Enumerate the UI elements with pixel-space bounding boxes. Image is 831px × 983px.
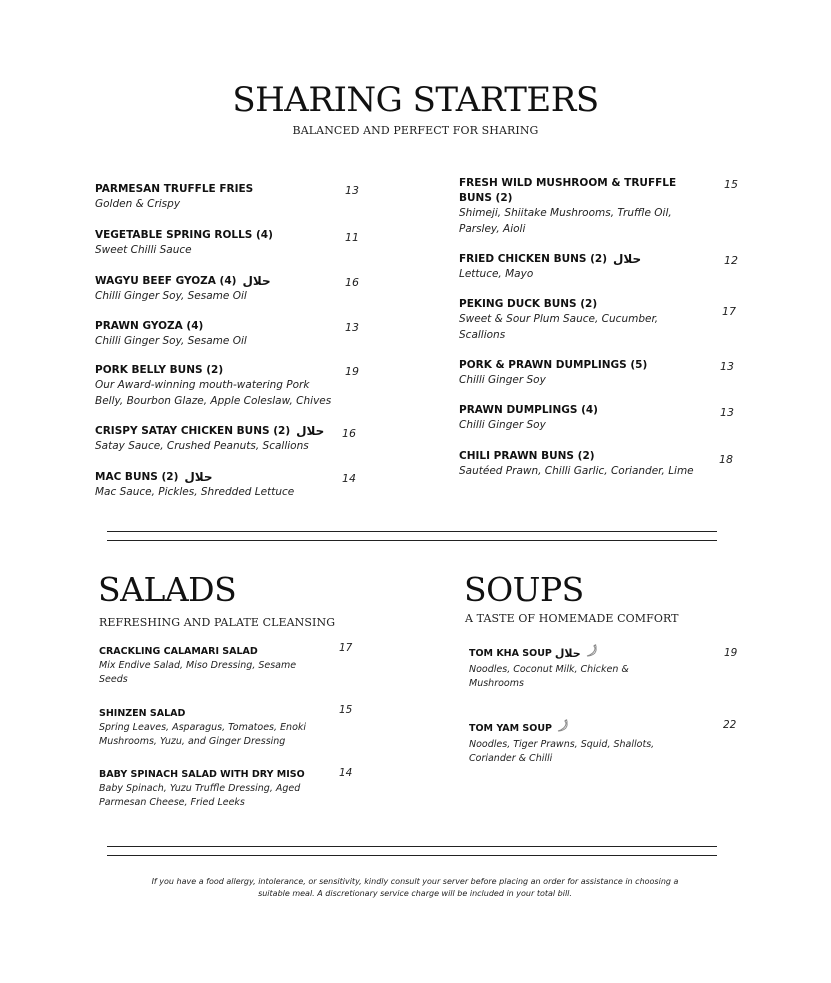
- item-price: 13: [720, 406, 734, 419]
- item-price: 16: [345, 276, 359, 289]
- item-desc: Chilli Ginger Soy: [459, 374, 546, 386]
- item-name: CRISPY SATAY CHICKEN BUNS (2): [95, 425, 291, 437]
- item-desc: Chilli Ginger Soy, Sesame Oil: [95, 335, 247, 347]
- item-name: PRAWN DUMPLINGS (4): [459, 404, 598, 416]
- item-price: 16: [342, 427, 356, 440]
- item-name: PEKING DUCK BUNS (2): [459, 298, 598, 310]
- salads-title: SALADS: [98, 570, 237, 609]
- item-desc: Mac Sauce, Pickles, Shredded Lettuce: [95, 486, 295, 498]
- menu-item: [99, 645, 314, 687]
- menu-item: [469, 719, 679, 766]
- item-name: PARMESAN TRUFFLE FRIES: [95, 183, 254, 195]
- item-desc: Shimeji, Shiitake Mushrooms, Truffle Oil, Parsley, Aioli: [459, 207, 672, 235]
- page-subtitle: BALANCED AND PERFECT FOR SHARING: [292, 124, 539, 137]
- item-price: 17: [722, 305, 736, 318]
- menu-item: [99, 707, 324, 749]
- menu-item: [459, 176, 694, 237]
- item-price: 12: [724, 254, 738, 267]
- item-desc: Satay Sauce, Crushed Peanuts, Scallions: [95, 440, 309, 452]
- divider: [107, 531, 717, 532]
- item-desc: Sweet & Sour Plum Sauce, Cucumber, Scallions: [459, 313, 659, 341]
- item-desc: Chilli Ginger Soy, Sesame Oil: [95, 290, 247, 302]
- item-name: FRIED CHICKEN BUNS (2): [459, 253, 608, 265]
- item-price: 19: [724, 647, 738, 659]
- item-price: 13: [345, 184, 359, 197]
- halal-icon: حلال: [296, 424, 325, 438]
- item-desc: Noodles, Tiger Prawns, Squid, Shallots, Coriander & Chilli: [469, 739, 655, 764]
- allergy-note: If you have a food allergy, intolerance, or sensitivity, kindly consult your server before placing an order for assistance in choosing a suitable meal. A discretionary service charge will be included in your total bill.: [151, 877, 679, 898]
- item-price: 19: [345, 365, 359, 378]
- chili-icon: [585, 644, 599, 663]
- menu-item: [95, 274, 335, 305]
- item-name: FRESH WILD MUSHROOM & TRUFFLE BUNS (2): [459, 177, 677, 204]
- item-name: CRACKLING CALAMARI SALAD: [99, 646, 258, 657]
- chili-icon: [556, 719, 570, 738]
- menu-item: [95, 470, 335, 501]
- item-desc: Chilli Ginger Soy: [459, 419, 546, 431]
- item-name: BABY SPINACH SALAD WITH DRY MISO: [99, 769, 305, 780]
- menu-item: [95, 228, 335, 259]
- item-name: SHINZEN SALAD: [99, 708, 186, 719]
- item-desc: Sautéed Prawn, Chilli Garlic, Coriander, Lime: [459, 465, 694, 477]
- item-desc: Mix Endive Salad, Miso Dressing, Sesame Seeds: [99, 660, 297, 685]
- menu-item: [95, 424, 340, 455]
- item-name: PORK BELLY BUNS (2): [95, 364, 224, 376]
- menu-item: [459, 358, 699, 389]
- item-name: MAC BUNS (2): [95, 471, 179, 483]
- soups-title: SOUPS: [464, 570, 584, 609]
- item-price: 15: [339, 704, 353, 716]
- item-price: 14: [339, 767, 353, 779]
- divider: [107, 846, 717, 847]
- item-name: CHILI PRAWN BUNS (2): [459, 450, 595, 462]
- halal-icon: حلال: [554, 647, 581, 660]
- item-desc: Golden & Crispy: [95, 198, 181, 210]
- item-price: 15: [724, 178, 738, 191]
- item-price: 13: [720, 360, 734, 373]
- halal-icon: حلال: [184, 470, 213, 484]
- item-desc: Sweet Chilli Sauce: [95, 244, 192, 256]
- item-name: VEGETABLE SPRING ROLLS (4): [95, 229, 273, 241]
- menu-item: [459, 403, 699, 434]
- item-name: TOM YAM SOUP: [469, 723, 552, 734]
- item-name: PORK & PRAWN DUMPLINGS (5): [459, 359, 648, 371]
- item-price: 14: [342, 472, 356, 485]
- item-desc: Noodles, Coconut Milk, Chicken & Mushrooms: [469, 664, 629, 689]
- menu-item: [95, 363, 340, 409]
- item-price: 17: [339, 642, 353, 654]
- menu-item: [459, 449, 709, 480]
- item-price: 13: [345, 321, 359, 334]
- menu-item: [99, 768, 324, 810]
- menu-item: [459, 297, 689, 343]
- soups-subtitle: A TASTE OF HOMEMADE COMFORT: [465, 612, 679, 625]
- item-desc: Baby Spinach, Yuzu Truffle Dressing, Aged Parmesan Cheese, Fried Leeks: [99, 783, 301, 808]
- item-desc: Lettuce, Mayo: [459, 268, 534, 280]
- item-name: TOM KHA SOUP: [469, 648, 552, 659]
- page-title: SHARING STARTERS: [232, 80, 599, 120]
- menu-item: [95, 182, 335, 213]
- halal-icon: حلال: [242, 274, 271, 288]
- item-name: PRAWN GYOZA (4): [95, 320, 204, 332]
- menu-item: [459, 252, 699, 283]
- salads-subtitle: REFRESHING AND PALATE CLEANSING: [99, 616, 336, 629]
- divider: [107, 540, 717, 541]
- menu-item: [469, 644, 679, 691]
- item-price: 22: [723, 719, 737, 731]
- halal-icon: حلال: [613, 252, 642, 266]
- item-desc: Spring Leaves, Asparagus, Tomatoes, Enoki Mushrooms, Yuzu, and Ginger Dressing: [99, 722, 307, 747]
- item-price: 18: [719, 453, 733, 466]
- item-price: 11: [345, 231, 359, 244]
- item-name: WAGYU BEEF GYOZA (4): [95, 275, 237, 287]
- menu-item: [95, 319, 335, 350]
- item-desc: Our Award-winning mouth-watering Pork Belly, Bourbon Glaze, Apple Coleslaw, Chives: [95, 379, 332, 407]
- divider: [107, 855, 717, 856]
